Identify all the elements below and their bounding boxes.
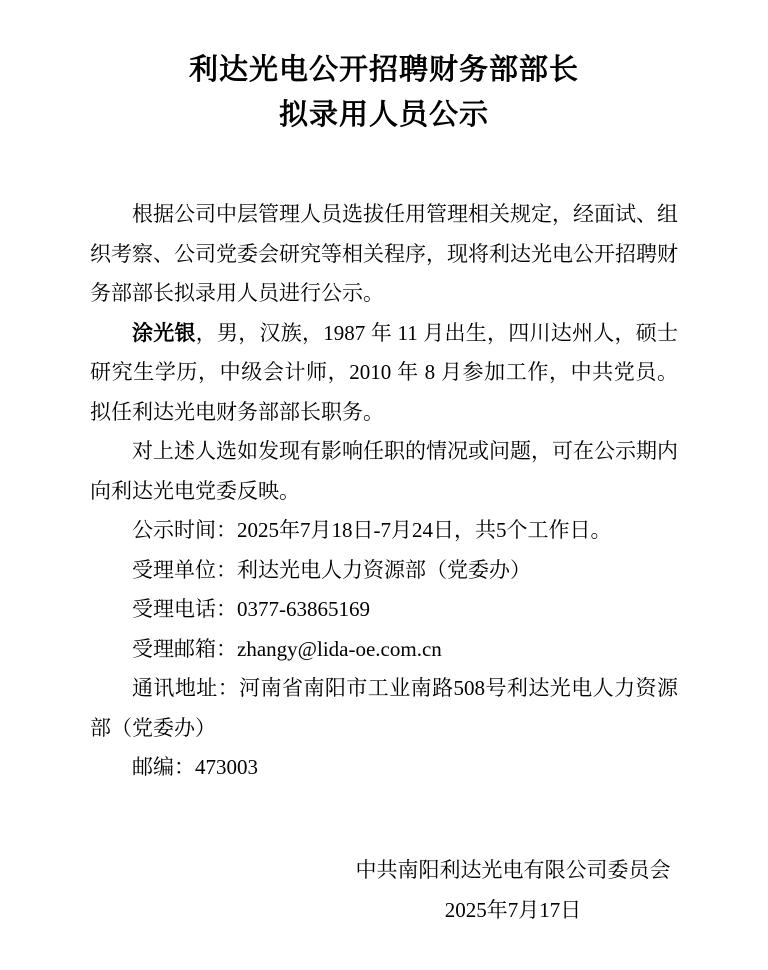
paragraph-intro: 根据公司中层管理人员选拔任用管理相关规定，经面试、组织考察、公司党委会研究等相关程序，现将利达光电公开招聘财务部部长拟录用人员进行公示。 bbox=[90, 202, 678, 305]
candidate-name: 涂光银 bbox=[132, 320, 196, 345]
title-line-2: 拟录用人员公示 bbox=[278, 99, 489, 131]
signature-date: 2025年7月17日 bbox=[444, 897, 582, 922]
document-body bbox=[90, 195, 678, 788]
info-line-email: 受理邮箱：zhangy@lida-oe.com.cn bbox=[132, 636, 442, 661]
title-line-1: 利达光电公开招聘财务部部长 bbox=[188, 54, 579, 86]
info-line-postcode: 邮编：473003 bbox=[132, 755, 258, 779]
info-line-unit: 受理单位：利达光电人力资源部（党委办） bbox=[132, 557, 531, 582]
signature-org: 中共南阳利达光电有限公司委员会 bbox=[355, 857, 671, 882]
document-title bbox=[90, 48, 678, 138]
info-line-address: 通讯地址：河南省南阳市工业南路508号利达光电人力资源部（党委办） bbox=[90, 676, 678, 740]
paragraph-feedback: 对上述人选如发现有影响任职的情况或问题，可在公示期内向利达光电党委反映。 bbox=[90, 439, 678, 503]
signature-block bbox=[353, 850, 673, 930]
info-line-time: 公示时间：2025年7月18日-7月24日，共5个工作日。 bbox=[132, 518, 612, 542]
candidate-details: ，男，汉族，1987 年 11 月出生，四川达州人，硕士研究生学历，中级会计师，2010 年 8 月参加工作，中共党员。拟任利达光电财务部部长职务。 bbox=[90, 320, 678, 424]
info-line-phone: 受理电话：0377-63865169 bbox=[132, 597, 370, 621]
paragraph-candidate bbox=[90, 314, 678, 433]
